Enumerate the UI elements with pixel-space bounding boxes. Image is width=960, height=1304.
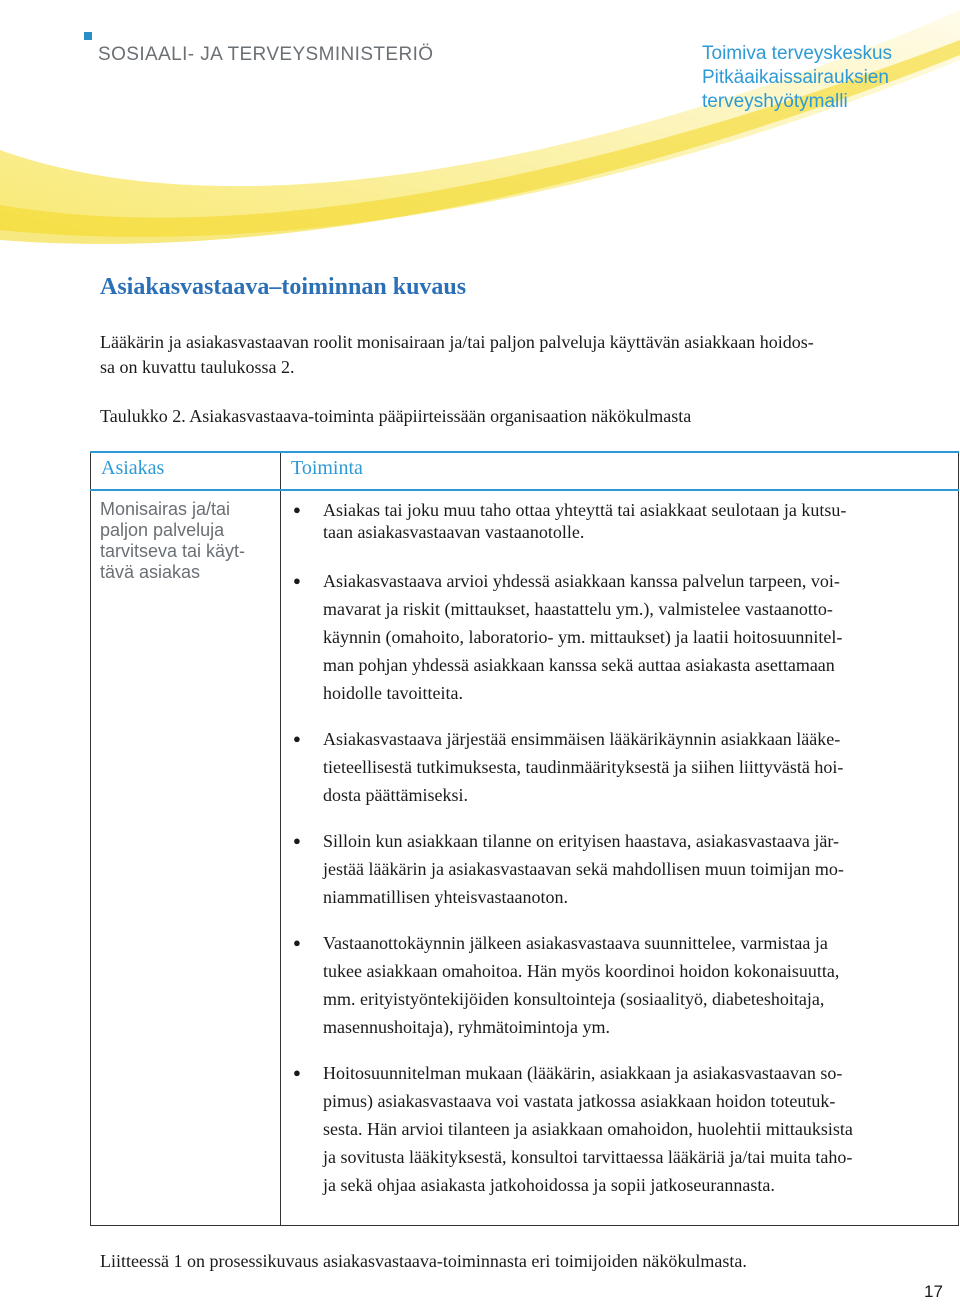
bullet-icon: ● [293,935,301,950]
client-line: tävä asiakas [100,562,201,582]
bullet-icon: ● [293,833,301,848]
bullet-icon: ● [293,1065,301,1080]
bullet-icon: ● [293,502,301,517]
column-header-asiakas: Asiakas [91,452,281,490]
title-line: Toimiva terveyskeskus [702,43,893,64]
actions-list [281,499,946,1199]
client-line: paljon palveluja [100,520,225,540]
table-row [91,490,959,1226]
client-type-cell [91,490,281,1226]
title-line: terveyshyötymalli [702,91,848,112]
client-line: tarvitseva tai käyt- [100,541,246,561]
bullet-icon: ● [293,573,301,588]
client-line: Monisairas ja/tai [100,499,231,519]
table-caption: Taulukko 2. Asiakasvastaava-toiminta pääpiirteissään organisaation näkökulmasta [100,406,692,426]
header-swoosh-graphic [0,0,960,250]
asiakasvastaava-table [90,451,959,1226]
document-title [702,42,952,114]
action-item: ● Asiakasvastaava järjestää ensimmäisen lääkärikäynnin asiakkaan lääke- tieteellisestä tutkimuksesta, taudinmäärityksestä ja siihen liittyvästä hoi- dosta päättämiseksi. [281,725,946,809]
intro-line: Lääkärin ja asiakasvastaavan roolit monisairaan ja/tai paljon palveluja käyttävän asiakkaan hoidos- [100,332,814,352]
actions-cell [281,490,959,1226]
action-item: ● Asiakas tai joku muu taho ottaa yhteyttä tai asiakkaat seulotaan ja kutsu- taan asiakasvastaavan vastaanotolle. [293,500,847,542]
footer-paragraph: Liitteessä 1 on prosessikuvaus asiakasvastaava-toiminnasta eri toimijoiden näkökulmasta. [100,1251,747,1271]
action-item: ● Vastaanottokäynnin jälkeen asiakasvastaava suunnittelee, varmistaa ja tukee asiakkaan omahoitoa. Hän myös koordinoi hoidon kokonaisuutta, mm. erityistyöntekijöiden konsultointeja (sosiaalityö, diabeteshoitaja, masennushoitaja), ryhmätoimintoja ym. [281,929,946,1041]
action-item: ● Silloin kun asiakkaan tilanne on erityisen haastava, asiakasvastaava jär- jestää lääkärin ja asiakasvastaavan sekä mahdollisen muun toimijan mo- niammatillisen yhteisvastaanoton. [281,827,946,911]
ministry-name: SOSIAALI- JA TERVEYSMINISTERIÖ [98,44,434,65]
column-header-toiminta: Toiminta [281,452,959,490]
title-line: Pitkäaikaissairauksien [702,67,889,88]
action-item: ● Hoitosuunnitelman mukaan (lääkärin, asiakkaan ja asiakasvastaavan so- pimus) asiakasvastaava voi vastata jatkossa asiakkaan hoidon toteutuk- sesta. Hän arvioi tilanteen ja asiakkaan omahoidon, huolehtii mittauksista ja sovitusta lääkityksestä, konsultoi tarvittaessa lääkäriä ja/tai muita taho- ja sekä ohjaa asiakasta jatkohoidossa ja sopii jatkoseurannasta. [281,1059,946,1199]
table-header-row [91,452,959,490]
intro-paragraph [100,330,940,380]
logo-square-icon [84,32,92,40]
action-item: ● Asiakasvastaava arvioi yhdessä asiakkaan kanssa palvelun tarpeen, voi- mavarat ja riskit (mittaukset, haastattelu ym.), valmistelee vastaanotto- käynnin (omahoito, laboratorio- ym. mittaukset) ja laatii hoitosuunnitel- man pohjan yhdessä asiakkaan kanssa sekä auttaa asiakasta asettamaan hoidolle tavoitteita. [281,567,946,707]
section-heading: Asiakasvastaava–toiminnan kuvaus [100,274,467,300]
page-number: 17 [924,1282,943,1301]
intro-line: sa on kuvattu taulukossa 2. [100,357,295,377]
bullet-icon: ● [293,731,301,746]
